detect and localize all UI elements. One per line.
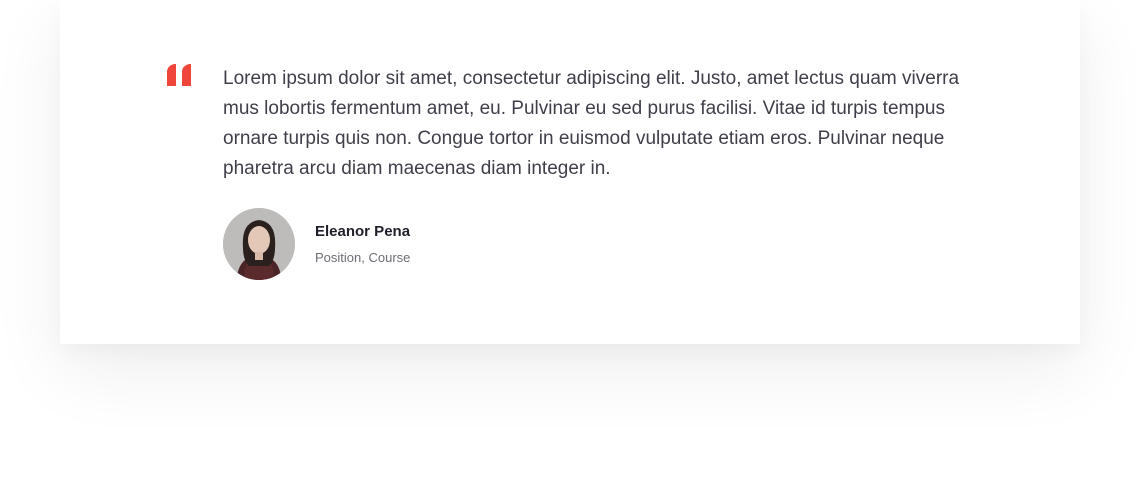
author-meta — [315, 223, 410, 266]
testimonial-card — [60, 0, 1080, 344]
author-name: Eleanor Pena — [315, 222, 411, 240]
testimonial-quote: Lorem ipsum dolor sit amet, consectetur adipiscing elit. Justo, amet lectus quam viverra mus lobortis fermentum amet, eu. Pulvinar eu sed purus facilisi. Vitae id turpis tempus ornare turpis quis non. Congue tortor in euismod vulputate etiam eros. Pulvinar neque pharetra arcu diam maecenas diam integer in. — [223, 68, 960, 179]
author-block — [223, 208, 410, 280]
avatar — [223, 208, 295, 280]
author-role: Position, Course — [315, 249, 411, 265]
quote-icon — [164, 64, 194, 86]
